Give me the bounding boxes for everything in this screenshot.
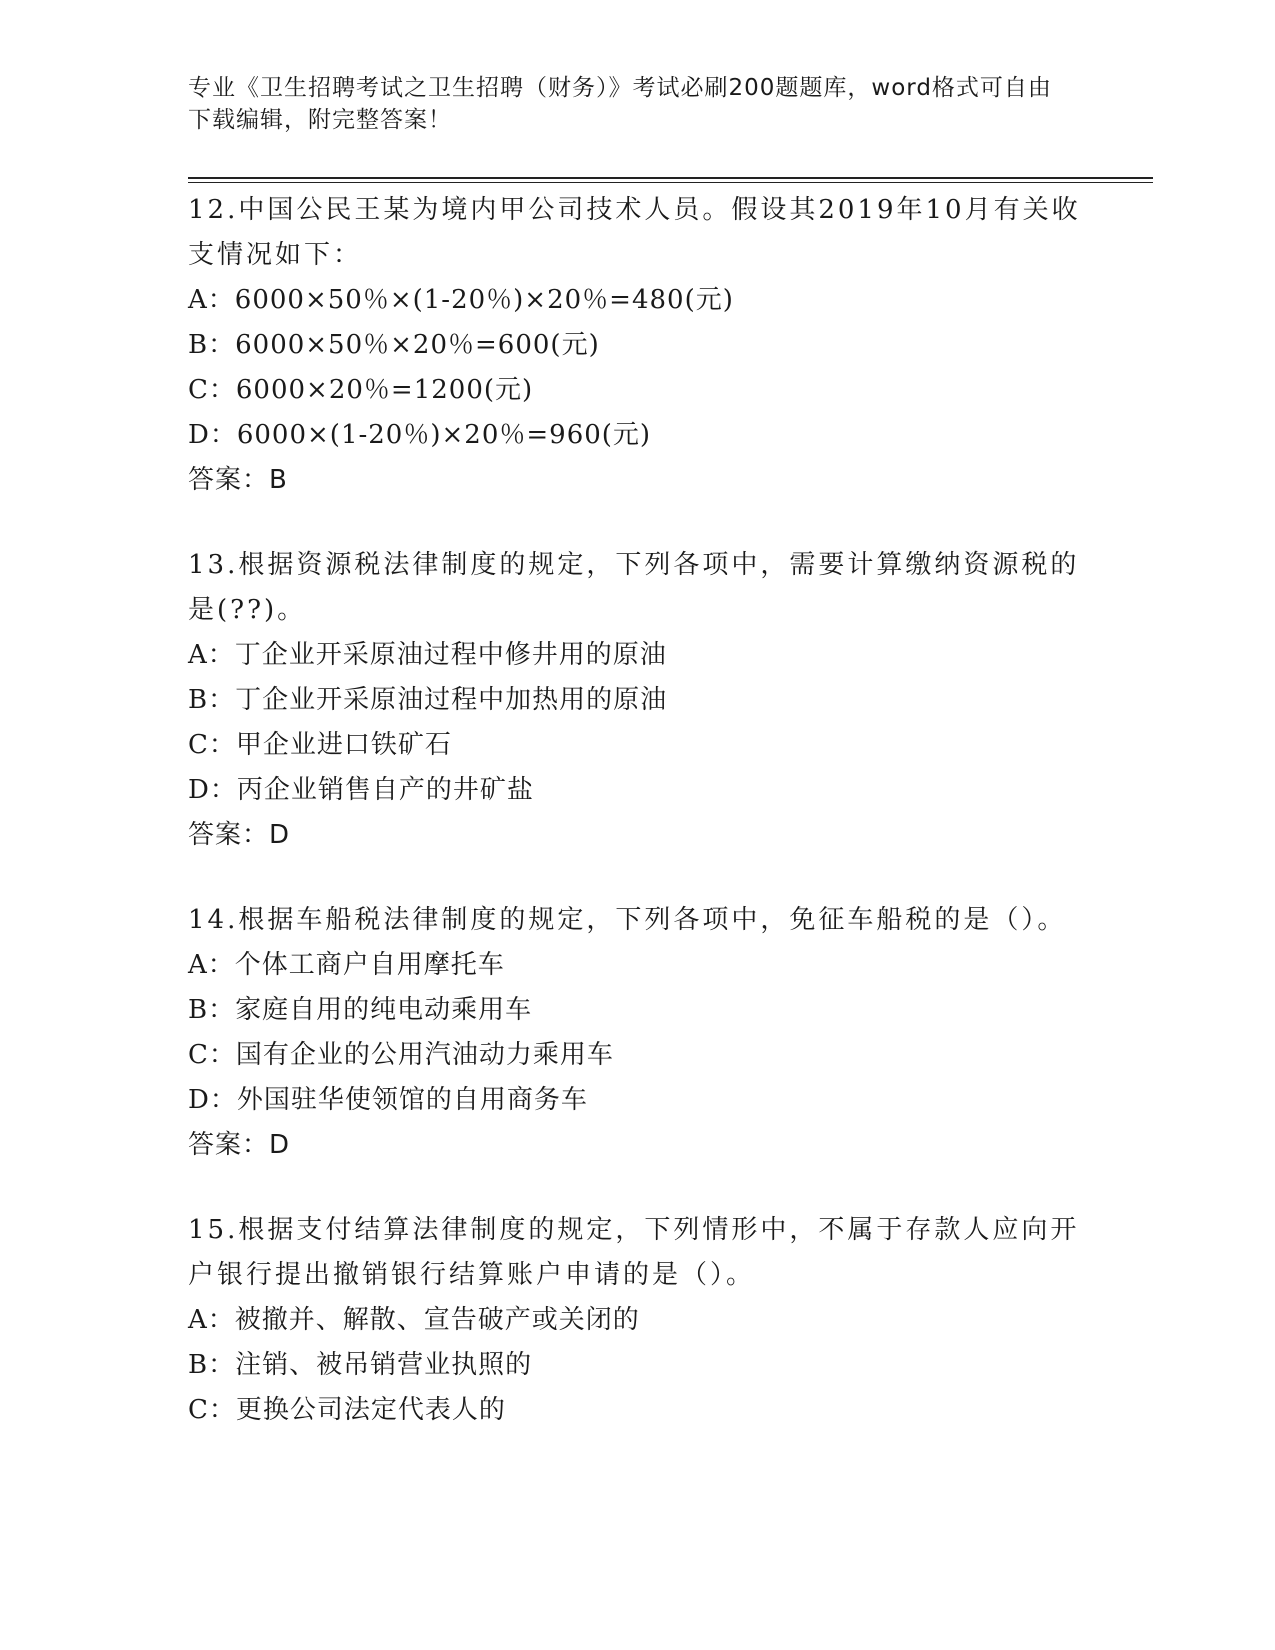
question-14: [188, 898, 1088, 1168]
option-c: C：甲企业进口铁矿石: [188, 730, 452, 760]
option-a: A：个体工商户自用摩托车: [188, 950, 505, 980]
option-d: D：6000×(1-20％)×20％=960(元): [188, 420, 652, 450]
option-b: B：丁企业开采原油过程中加热用的原油: [188, 685, 668, 715]
option-d: D：外国驻华使领馆的自用商务车: [188, 1085, 588, 1115]
document-header: 专业《卫生招聘考试之卫生招聘（财务）》考试必刷200题题库，word格式可自由下载编辑，附完整答案！: [188, 75, 1052, 133]
question-13: [188, 543, 1088, 858]
option-c: C：国有企业的公用汽油动力乘用车: [188, 1040, 614, 1070]
option-a: A：被撤并、解散、宣告破产或关闭的: [188, 1305, 640, 1335]
header-rule-thick: [188, 177, 1153, 179]
question-list: [188, 188, 1088, 1473]
answer: 答案：D: [188, 1130, 291, 1160]
question-stem: 13.根据资源税法律制度的规定，下列各项中，需要计算缴纳资源税的是(??)。: [188, 550, 1080, 625]
option-a: A：丁企业开采原油过程中修井用的原油: [188, 640, 667, 670]
question-stem: 15.根据支付结算法律制度的规定，下列情形中，不属于存款人应向开户银行提出撤销银行结算账户申请的是（）。: [188, 1215, 1080, 1290]
answer: 答案：B: [188, 465, 288, 495]
header-rule-thin: [188, 182, 1153, 183]
question-15: [188, 1208, 1088, 1433]
option-d: D：丙企业销售自产的井矿盐: [188, 775, 534, 805]
option-b: B：家庭自用的纯电动乘用车: [188, 995, 533, 1025]
option-a: A：6000×50％×(1-20％)×20％=480(元): [188, 285, 734, 315]
option-c: C：6000×20％=1200(元): [188, 375, 534, 405]
question-stem: 14.根据车船税法律制度的规定，下列各项中，免征车船税的是（）。: [188, 905, 1067, 935]
option-c: C：更换公司法定代表人的: [188, 1395, 506, 1425]
option-b: B：注销、被吊销营业执照的: [188, 1350, 533, 1380]
question-12: [188, 188, 1088, 503]
question-stem: 12.中国公民王某为境内甲公司技术人员。假设其2019年10月有关收支情况如下：: [188, 195, 1081, 270]
answer: 答案：D: [188, 820, 291, 850]
option-b: B：6000×50％×20％=600(元): [188, 330, 600, 360]
